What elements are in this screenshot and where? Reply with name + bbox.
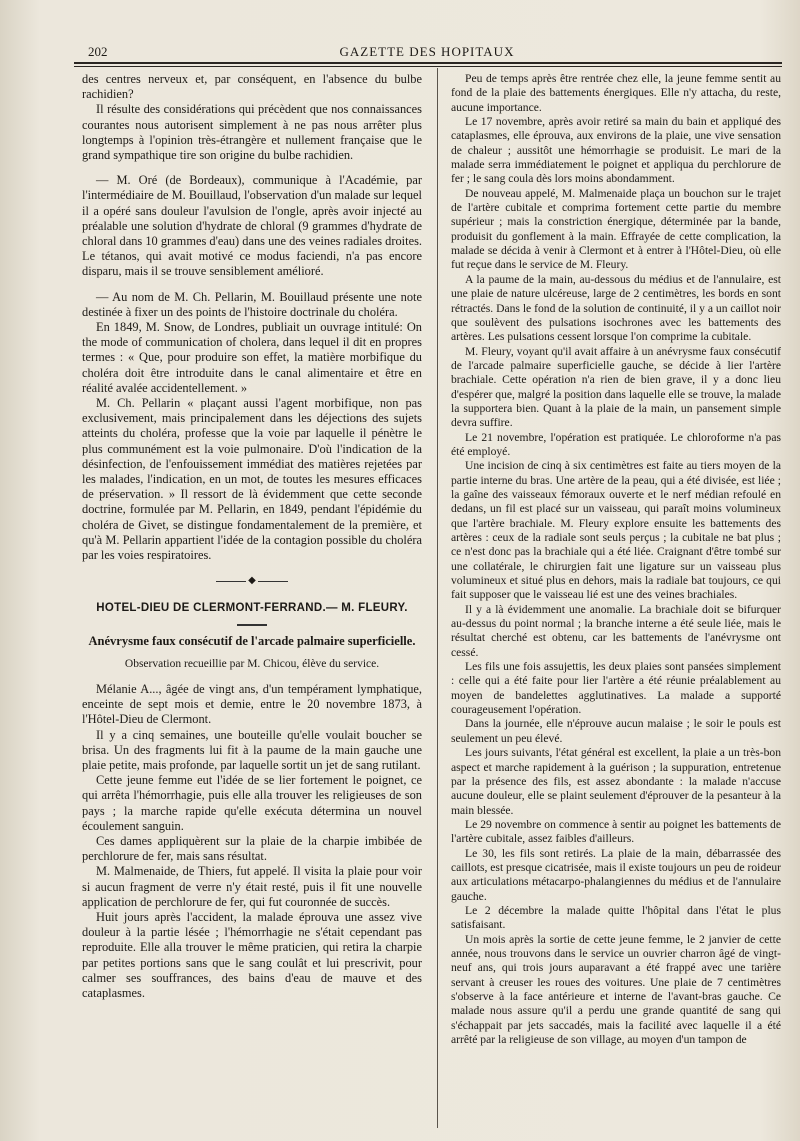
paragraph: Cette jeune femme eut l'idée de se lier fortement le poignet, ce qui arrêta l'hémorrhagie, puis elle alla trouver les religieuses de son pays ; la marche rapide qu'elle exécuta détermina un nouvel écoulement sanguin. — [82, 773, 422, 833]
paragraph: Le 29 novembre on commence à sentir au poignet les battements de l'artère cubitale, assez faibles d'ailleurs. — [451, 817, 781, 846]
title-rule — [237, 624, 267, 626]
right-column — [451, 72, 781, 1047]
paragraph: Il y a là évidemment une anomalie. La brachiale doit se bifurquer au-dessus du point normal ; la branche interne a été seule liée, mais le résultat cherché est obtenu, car les battements de l'anévrysme ont cessé. — [451, 602, 781, 659]
paragraph: De nouveau appelé, M. Malmenaide plaça un bouchon sur le trajet de l'artère cubitale et comprima fortement cette partie du membre supérieur ; mais la constriction énergique, déterminée par la bande, produisit du gonflement à la main. Effrayée de cette complication, la malade se décida à venir à Clermont et à entrer à l'Hôtel-Dieu, où elle fut reçue dans le service de M. Fleury. — [451, 186, 781, 272]
paragraph: Il y a cinq semaines, une bouteille qu'elle voulait boucher se brisa. Un des fragments lui fit à la paume de la main gauche une plaie petite, mais profonde, par laquelle sortit un jet de sang rutilant. — [82, 727, 422, 772]
paragraph: Il résulte des considérations qui précèdent que nos connaissances courantes nous autorisent simplement à ne pas nous arrêter plus longtemps à l'opinion très-étrangère et nullement française que le grand sympathique tire son origine du bulbe rachidien. — [82, 102, 422, 163]
paragraph: Ces dames appliquèrent sur la plaie de la charpie imbibée de perchlorure de fer, mais sans résultat. — [82, 833, 422, 864]
page-number: 202 — [88, 44, 108, 59]
paragraph: M. Ch. Pellarin « plaçant aussi l'agent morbifique, non pas exclusivement, mais principalement dans les déjections des sujets atteints du choléra, professe que la voie par laquelle il pénètre le plus communément est la voie pulmonaire. D'où l'indication de la désinfection, de l'enfouissement immédiat des matières rejetées par les malades, l'indication, en un mot, de toutes les mesures efficaces de préservation. » Il ressort de là évidemment que cette seconde doctrine, formulée par M. Pellarin, en 1849, pendant l'épidémie du choléra de Givet, se distingue fondamentalement de la première, et qu'à M. Pellarin appartient l'idée de la contagion possible du choléra par les voies respiratoires. — [82, 396, 422, 563]
paragraph: — M. Oré (de Bordeaux), communique à l'Académie, par l'intermédiaire de M. Bouillaud, l'observation d'un malade sur lequel il a opéré sans douleur l'avulsion de l'ongle, après avoir injecté au préalable une solution d'hydrate de chloral (9 grammes d'hydrate de chloral dans 10 grammes d'eau) dans une des veines radiales droites. Le tétanos, qui avait motivé ce modus faciendi, n'a pas encore disparu, mais il se trouve sensiblement amélioré. — [82, 173, 422, 279]
article-title: Anévrysme faux consécutif de l'arcade palmaire superficielle. — [88, 633, 416, 648]
paragraph: Un mois après la sortie de cette jeune femme, le 2 janvier de cette année, nous trouvons dans le service un ouvrier charron âgé de vingt-neuf ans, qui trois jours auparavant a été frappé avec une tarière servant à creuser les roues des voitures. Une plaie de 7 centimètres s'observe à la face antérieure et interne de l'avant-bras gauche. Ce malade nous assure qu'il a perdu une grande quantité de sang qui s'échappait par jets saccadés, mais la facilité avec laquelle il a été arrêté par la religieuse de son village, au moyen d'un tampon de — [451, 932, 781, 1047]
paragraph: Dans la journée, elle n'éprouve aucun malaise ; le soir le pouls est seulement un peu élevé. — [451, 717, 781, 745]
section-ornament: ◆ — [82, 573, 422, 588]
paragraph: Le 30, les fils sont retirés. La plaie de la main, débarrassée des caillots, est presque cicatrisée, mais il existe toujours un peu de roideur aux articulations métacarpo-phalangiennes du médius et de l'annulaire gauche. — [451, 846, 782, 903]
paragraph: Le 17 novembre, après avoir retiré sa main du bain et appliqué des cataplasmes, elle éprouva, aux environs de la plaie, une vive sensation de chaleur ; aussitôt une hémorrhagie se produisit. Le mari de la malade serra immédiatement le poignet et appliqua du perchlorure de fer ; le sang coula dès lors moins abondamment. — [451, 115, 781, 186]
paragraph: Le 2 décembre la malade quitte l'hôpital dans l'état le plus satisfaisant. — [451, 903, 781, 932]
header-rule — [74, 62, 782, 64]
paragraph: Peu de temps après être rentrée chez elle, la jeune femme sentit au fond de la plaie des battements énergiques. Elle n'y attacha, du reste, aucune importance. — [451, 72, 781, 114]
header-rule-thin — [74, 66, 782, 67]
section-title: HOTEL-DIEU DE CLERMONT-FERRAND.— M. FLEURY. — [96, 601, 408, 614]
paragraph: Mélanie A..., âgée de vingt ans, d'un tempérament lymphatique, enceinte de sept mois et demie, entre le 20 novembre 1873, à l'Hôtel-Dieu de Clermont. — [82, 681, 422, 727]
paragraph: Les fils une fois assujettis, les deux plaies sont pansées simplement : celle qui a été faite pour lier l'artère a été réunie préalablement au moyen de bandelettes agglutinatives. La malade a supporté courageusement l'opération. — [451, 660, 781, 717]
page-header — [74, 44, 780, 62]
paragraph: Le 21 novembre, l'opération est pratiquée. Le chloroforme n'a pas été employé. — [451, 430, 781, 458]
running-title: GAZETTE DES HOPITAUX — [339, 44, 515, 59]
article-byline: Observation recueillie par M. Chicou, élève du service. — [124, 657, 380, 670]
paragraph: Une incision de cinq à six centimètres est faite au tiers moyen de la partie interne du bras. Une artère de la peau, qui a été divisée, est liée ; la gaîne des vaisseaux fémoraux ouverte et le nerf médian refoulé en dedans, un fil est placé sur un vaisseau, qui paraît moins volumineux que l'artère brachiale. M. Fleury explore ensuite les battements des artères : ceux de la radiale sont seuls perçus ; la cubitale ne bat plus ; ce n'est donc pas la brachiale qui a été liée. Craignant d'être tombé sur une collatérale, le chirurgien fait une ligature sur un vaisseau plus volumineux et situé plus en dehors, mais la radiale bat toujours, ce qui fait supposer que le vaisseau lié est une des veines brachiales. — [451, 459, 781, 602]
column-divider — [437, 68, 438, 1128]
paragraph: M. Fleury, voyant qu'il avait affaire à un anévrysme faux consécutif de l'arcade palmaire superficielle gauche, se décide à lier l'artère brachiale. Cette opération n'a rien de bien grave, il y a donc lieu d'espérer que, malgré la position dans laquelle elle se trouve, la malade la supportera bien. Quant à la plaie de la main, un pansement simple devra suffire. — [451, 344, 781, 430]
left-column — [82, 72, 422, 1001]
paragraph: A la paume de la main, au-dessous du médius et de l'annulaire, est une plaie de nature ulcéreuse, large de 2 centimètres, les bords en sont rétractés. Dans le fond de la solution de continuité, il y a un caillot noir que soulèvent des pulsations isochrones avec les battements des artères. Les pulsations cessent lorsque l'on comprime la cubitale. — [451, 272, 781, 344]
paragraph: M. Malmenaide, de Thiers, fut appelé. Il visita la plaie pour voir si aucun fragment de verre n'y était resté, puis il fit une nouvelle application de perchlorure de fer, qui fut couronnée de succès. — [82, 864, 422, 909]
paragraph: — Au nom de M. Ch. Pellarin, M. Bouillaud présente une note destinée à fixer un des points de l'histoire doctrinale du choléra. — [82, 289, 422, 319]
paragraph: Les jours suivants, l'état général est excellent, la plaie a un très-bon aspect et marche rapidement à la guérison ; la suppuration, entretenue par la présence des fils, est assez abondante : la malade n'accuse aucune douleur, elle se plaint seulement d'éprouver de la pesanteur à la main blessée. — [451, 746, 781, 817]
paragraph: En 1849, M. Snow, de Londres, publiait un ouvrage intitulé: On the mode of communication of cholera, dans lequel il dit en propres termes : « Que, pour produire son effet, la matière morbifique du choléra doit être introduite dans le canal alimentaire et être en réalité avalée accidentellement. » — [82, 320, 422, 395]
paragraph: des centres nerveux et, par conséquent, en l'absence du bulbe rachidien? — [82, 72, 422, 102]
paragraph: Huit jours après l'accident, la malade éprouva une assez vive douleur à la partie lésée ; l'hémorrhagie ne s'était cependant pas reproduite. Elle alla trouver le même praticien, qui retira la charpie par petites portions sans que le sang coulât et lui prescrivit, pour calmer ses souffrances, des bains d'eau de mauve et des cataplasmes. — [82, 909, 422, 1000]
